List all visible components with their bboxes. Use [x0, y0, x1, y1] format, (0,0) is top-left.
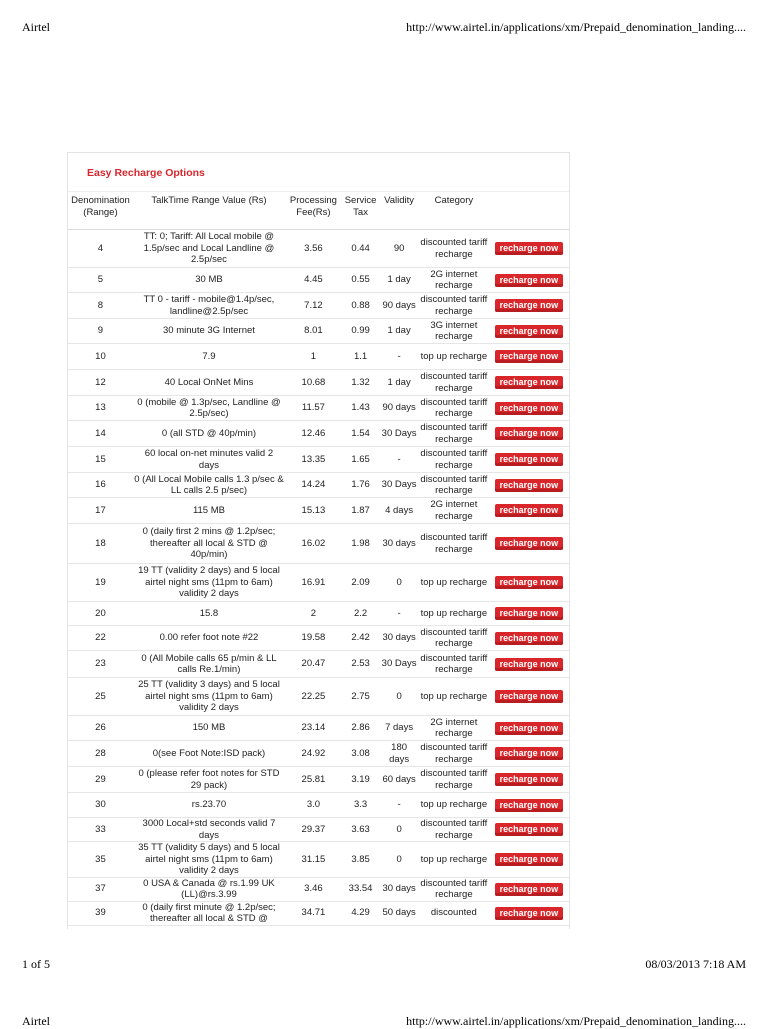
category-cell: top up recharge — [419, 842, 489, 878]
action-cell — [489, 651, 569, 678]
action-cell — [489, 678, 569, 716]
validity-cell: 50 days — [379, 901, 419, 925]
talktime-cell: 60 local on-net minutes valid 2 days — [133, 447, 285, 473]
recharge-options-panel — [67, 152, 570, 929]
talktime-cell: 3000 Local+std seconds valid 7 days — [133, 818, 285, 842]
action-cell — [489, 602, 569, 626]
category-cell: discounted tariff recharge — [420, 294, 488, 317]
category-cell: 2G internet recharge — [419, 498, 489, 524]
category-cell: discounted tariff recharge — [420, 448, 488, 471]
validity-cell: 180 days — [379, 741, 419, 767]
talktime-cell: 25 TT (validity 3 days) and 5 local airtel night sms (11pm to 6am) validity 2 days — [133, 678, 285, 716]
service-tax-cell: 2.09 — [342, 564, 380, 602]
recharge-now-button[interactable]: recharge now — [495, 299, 564, 312]
action-cell — [489, 741, 569, 767]
table-row — [68, 767, 569, 793]
validity-cell: - — [379, 447, 419, 473]
header-denomination: Denomination (Range) — [68, 192, 133, 230]
table-row — [68, 524, 569, 564]
service-tax-cell: 1.98 — [342, 524, 380, 564]
talktime-cell: 40 Local OnNet Mins — [133, 370, 285, 396]
talktime-cell: 0 (all STD @ 40p/min) — [133, 421, 285, 447]
denomination-cell: 13 — [68, 396, 133, 421]
denomination-cell: 18 — [68, 524, 133, 564]
header-validity: Validity — [379, 192, 419, 230]
validity-cell: 90 days — [379, 396, 419, 421]
validity-cell: 0 — [379, 678, 419, 716]
table-row — [68, 651, 569, 678]
denomination-cell: 22 — [68, 626, 133, 651]
recharge-now-button[interactable]: recharge now — [495, 883, 564, 896]
denomination-cell: 26 — [68, 716, 133, 741]
denomination-cell: 14 — [68, 421, 133, 447]
recharge-now-button[interactable]: recharge now — [495, 658, 564, 671]
processing-fee-cell: 12.46 — [285, 421, 342, 447]
denomination-cell: 35 — [68, 842, 133, 878]
service-tax-cell: 0.99 — [342, 319, 380, 344]
recharge-now-button[interactable]: recharge now — [495, 907, 564, 920]
processing-fee-cell: 22.25 — [285, 678, 342, 716]
recharge-now-button[interactable]: recharge now — [495, 274, 564, 287]
validity-cell: 30 days — [379, 877, 419, 901]
category-cell: discounted tariff recharge — [419, 230, 489, 268]
denomination-cell: 15 — [68, 447, 133, 473]
table-header-row — [68, 192, 569, 230]
denomination-cell: 30 — [68, 793, 133, 818]
action-cell — [489, 344, 569, 370]
denomination-cell: 17 — [68, 498, 133, 524]
print-header-url: http://www.airtel.in/applications/xm/Prepaid_denomination_landing.... — [406, 20, 746, 34]
denomination-cell: 28 — [68, 741, 133, 767]
denomination-cell: 23 — [68, 651, 133, 678]
recharge-now-button[interactable]: recharge now — [495, 690, 564, 703]
table-row — [68, 268, 569, 293]
action-cell — [489, 842, 569, 878]
action-cell — [489, 498, 569, 524]
processing-fee-cell: 15.13 — [285, 498, 342, 524]
talktime-cell: 0 (All Mobile calls 65 p/min & LL calls Re.1/min) — [133, 651, 285, 678]
recharge-now-button[interactable]: recharge now — [495, 607, 564, 620]
talktime-cell: 30 minute 3G Internet — [133, 319, 285, 344]
recharge-now-button[interactable]: recharge now — [495, 747, 564, 760]
denomination-cell: 19 — [68, 564, 133, 602]
service-tax-cell: 2.86 — [342, 716, 380, 741]
table-row — [68, 396, 569, 421]
denomination-cell: 5 — [68, 268, 133, 293]
category-cell: discounted tariff recharge — [420, 422, 488, 445]
processing-fee-cell: 3.56 — [285, 230, 342, 268]
processing-fee-cell: 25.81 — [285, 767, 342, 793]
talktime-cell: 115 MB — [133, 498, 285, 524]
recharge-now-button[interactable]: recharge now — [495, 537, 564, 550]
talktime-cell: 0 (daily first 2 mins @ 1.2p/sec; thereafter all local & STD @ 40p/min) — [133, 524, 285, 564]
action-cell — [489, 564, 569, 602]
talktime-cell: TT 0 - tariff - mobile@1.4p/sec, landline@2.5p/sec — [133, 293, 285, 319]
recharge-now-button[interactable]: recharge now — [495, 504, 564, 517]
validity-cell: 1 day — [379, 370, 419, 396]
denomination-cell: 33 — [68, 818, 133, 842]
denomination-cell: 37 — [68, 877, 133, 901]
table-row — [68, 498, 569, 524]
validity-cell: 1 day — [379, 268, 419, 293]
validity-cell: 4 days — [379, 498, 419, 524]
processing-fee-cell: 4.45 — [285, 268, 342, 293]
processing-fee-cell: 13.35 — [285, 447, 342, 473]
processing-fee-cell: 16.02 — [285, 524, 342, 564]
action-cell — [489, 268, 569, 293]
category-cell: discounted tariff recharge — [420, 396, 488, 419]
validity-cell: 30 Days — [379, 651, 419, 678]
processing-fee-cell: 14.24 — [285, 473, 342, 498]
recharge-now-button[interactable]: recharge now — [495, 402, 564, 415]
recharge-now-button[interactable]: recharge now — [495, 479, 564, 492]
validity-cell: 30 Days — [379, 421, 419, 447]
processing-fee-cell: 16.91 — [285, 564, 342, 602]
header-service-tax: Service Tax — [342, 192, 380, 230]
category-cell: discounted tariff recharge — [420, 371, 488, 394]
processing-fee-cell: 8.01 — [285, 319, 342, 344]
talktime-cell: 15.8 — [133, 602, 285, 626]
validity-cell: - — [379, 344, 419, 370]
denomination-cell: 20 — [68, 602, 133, 626]
table-row — [68, 877, 569, 901]
service-tax-cell: 33.54 — [342, 877, 380, 901]
print-header-site: Airtel — [22, 20, 50, 34]
print-datetime: 08/03/2013 7:18 AM — [645, 957, 746, 971]
recharge-now-button[interactable]: recharge now — [495, 325, 564, 338]
denomination-cell: 10 — [68, 344, 133, 370]
category-cell: discounted tariff recharge — [420, 768, 488, 791]
service-tax-cell: 1.65 — [342, 447, 380, 473]
category-cell: top up recharge — [419, 678, 489, 716]
processing-fee-cell: 10.68 — [285, 370, 342, 396]
recharge-now-button[interactable]: recharge now — [495, 799, 564, 812]
processing-fee-cell: 24.92 — [285, 741, 342, 767]
action-cell — [489, 319, 569, 344]
service-tax-cell: 0.55 — [342, 268, 380, 293]
category-cell: discounted tariff recharge — [420, 473, 488, 496]
recharge-now-button[interactable]: recharge now — [495, 722, 564, 735]
validity-cell: - — [379, 793, 419, 818]
validity-cell: 0 — [379, 818, 419, 842]
recharge-now-button[interactable]: recharge now — [495, 453, 564, 466]
talktime-cell: 19 TT (validity 2 days) and 5 local airtel night sms (11pm to 6am) validity 2 days — [133, 564, 285, 602]
category-cell: discounted tariff recharge — [420, 742, 488, 765]
validity-cell: 30 days — [379, 524, 419, 564]
header-talktime: TalkTime Range Value (Rs) — [133, 192, 285, 230]
processing-fee-cell: 19.58 — [285, 626, 342, 651]
recharge-now-button[interactable]: recharge now — [495, 427, 564, 440]
table-row — [68, 716, 569, 741]
denomination-cell: 39 — [68, 901, 133, 925]
header-category: Category — [419, 192, 489, 230]
action-cell — [489, 396, 569, 421]
action-cell — [489, 524, 569, 564]
service-tax-cell: 1.43 — [342, 396, 380, 421]
recharge-table — [68, 192, 569, 926]
action-cell — [489, 877, 569, 901]
table-row — [68, 901, 569, 925]
validity-cell: 90 — [379, 230, 419, 268]
next-page-header-site: Airtel — [22, 1014, 50, 1028]
table-row — [68, 818, 569, 842]
category-cell: top up recharge — [419, 793, 489, 818]
talktime-cell: 0 (please refer foot notes for STD 29 pack) — [133, 767, 285, 793]
service-tax-cell: 3.85 — [342, 842, 380, 878]
talktime-cell: 0 (All Local Mobile calls 1.3 p/sec & LL calls 2.5 p/sec) — [134, 473, 284, 496]
table-row — [68, 447, 569, 473]
denomination-cell: 16 — [68, 473, 133, 498]
category-cell: top up recharge — [419, 344, 489, 370]
category-cell: 2G internet recharge — [419, 268, 489, 293]
service-tax-cell: 2.2 — [342, 602, 380, 626]
action-cell — [489, 793, 569, 818]
talktime-cell: 0.00 refer foot note #22 — [133, 626, 285, 651]
table-row — [68, 626, 569, 651]
table-row — [68, 564, 569, 602]
service-tax-cell: 0.88 — [342, 293, 380, 319]
processing-fee-cell: 11.57 — [285, 396, 342, 421]
processing-fee-cell: 20.47 — [285, 651, 342, 678]
recharge-now-button[interactable]: recharge now — [495, 242, 564, 255]
action-cell — [489, 473, 569, 498]
service-tax-cell: 2.42 — [342, 626, 380, 651]
denomination-cell: 25 — [68, 678, 133, 716]
processing-fee-cell: 31.15 — [285, 842, 342, 878]
table-row — [68, 793, 569, 818]
action-cell — [489, 421, 569, 447]
category-cell: 3G internet recharge — [419, 319, 489, 344]
action-cell — [489, 767, 569, 793]
page-number: 1 of 5 — [22, 957, 50, 971]
validity-cell: 0 — [379, 842, 419, 878]
header-processing-fee: Processing Fee(Rs) — [285, 192, 342, 230]
action-cell — [489, 447, 569, 473]
validity-cell: 7 days — [379, 716, 419, 741]
service-tax-cell: 1.76 — [342, 473, 380, 498]
table-row — [68, 602, 569, 626]
panel-title: Easy Recharge Options — [68, 153, 569, 192]
table-row — [68, 421, 569, 447]
action-cell — [489, 716, 569, 741]
category-cell: top up recharge — [419, 602, 489, 626]
validity-cell: 60 days — [379, 767, 419, 793]
denomination-cell: 29 — [68, 767, 133, 793]
table-row — [68, 370, 569, 396]
service-tax-cell: 2.75 — [342, 678, 380, 716]
header-action — [489, 192, 569, 230]
service-tax-cell: 3.19 — [342, 767, 380, 793]
service-tax-cell: 1.87 — [342, 498, 380, 524]
table-row — [68, 319, 569, 344]
processing-fee-cell: 7.12 — [285, 293, 342, 319]
category-cell: discounted tariff recharge — [420, 877, 488, 900]
processing-fee-cell: 3.0 — [285, 793, 342, 818]
denomination-cell: 9 — [68, 319, 133, 344]
category-cell: discounted — [419, 901, 489, 925]
denomination-cell: 8 — [68, 293, 133, 319]
service-tax-cell: 2.53 — [342, 651, 380, 678]
action-cell — [489, 293, 569, 319]
table-row — [68, 473, 569, 498]
recharge-now-button[interactable]: recharge now — [495, 350, 564, 363]
service-tax-cell: 4.29 — [342, 901, 380, 925]
processing-fee-cell: 29.37 — [285, 818, 342, 842]
table-row — [68, 678, 569, 716]
category-cell: discounted tariff recharge — [420, 818, 488, 841]
talktime-cell: 0 (daily first minute @ 1.2p/sec; thereafter all local & STD @ — [133, 901, 285, 925]
service-tax-cell: 3.63 — [342, 818, 380, 842]
processing-fee-cell: 3.46 — [285, 877, 342, 901]
processing-fee-cell: 1 — [285, 344, 342, 370]
talktime-cell: TT: 0; Tariff: All Local mobile @ 1.5p/sec and Local Landline @ 2.5p/sec — [133, 230, 285, 268]
action-cell — [489, 230, 569, 268]
talktime-cell: 0 USA & Canada @ rs.1.99 UK (LL)@rs.3.99 — [133, 877, 285, 901]
category-cell: top up recharge — [419, 564, 489, 602]
service-tax-cell: 1.54 — [342, 421, 380, 447]
validity-cell: 30 days — [379, 626, 419, 651]
action-cell — [489, 370, 569, 396]
talktime-cell: 0(see Foot Note:ISD pack) — [133, 741, 285, 767]
recharge-now-button[interactable]: recharge now — [495, 632, 564, 645]
recharge-now-button[interactable]: recharge now — [495, 576, 564, 589]
service-tax-cell: 3.08 — [342, 741, 380, 767]
validity-cell: 90 days — [379, 293, 419, 319]
recharge-now-button[interactable]: recharge now — [495, 853, 564, 866]
table-row — [68, 344, 569, 370]
service-tax-cell: 3.3 — [342, 793, 380, 818]
talktime-cell: 7.9 — [133, 344, 285, 370]
validity-cell: 1 day — [379, 319, 419, 344]
processing-fee-cell: 34.71 — [285, 901, 342, 925]
talktime-cell: 30 MB — [133, 268, 285, 293]
table-row — [68, 230, 569, 268]
table-row — [68, 741, 569, 767]
recharge-now-button[interactable]: recharge now — [495, 823, 564, 836]
talktime-cell: 150 MB — [133, 716, 285, 741]
service-tax-cell: 1.32 — [342, 370, 380, 396]
next-page-header-url: http://www.airtel.in/applications/xm/Prepaid_denomination_landing.... — [406, 1014, 746, 1028]
validity-cell: 0 — [379, 564, 419, 602]
action-cell — [489, 626, 569, 651]
category-cell: discounted tariff recharge — [420, 626, 488, 649]
recharge-now-button[interactable]: recharge now — [495, 773, 564, 786]
denomination-cell: 12 — [68, 370, 133, 396]
validity-cell: - — [379, 602, 419, 626]
validity-cell: 30 Days — [379, 473, 419, 498]
talktime-cell: rs.23.70 — [133, 793, 285, 818]
processing-fee-cell: 23.14 — [285, 716, 342, 741]
table-row — [68, 842, 569, 878]
action-cell — [489, 901, 569, 925]
action-cell — [489, 818, 569, 842]
processing-fee-cell: 2 — [285, 602, 342, 626]
denomination-cell: 4 — [68, 230, 133, 268]
category-cell: discounted tariff recharge — [419, 651, 489, 678]
service-tax-cell: 0.44 — [342, 230, 380, 268]
talktime-cell: 35 TT (validity 5 days) and 5 local airtel night sms (11pm to 6am) validity 2 days — [133, 842, 285, 878]
category-cell: discounted tariff recharge — [419, 524, 489, 564]
talktime-cell: 0 (mobile @ 1.3p/sec, Landline @ 2.5p/sec) — [133, 396, 285, 421]
table-row — [68, 293, 569, 319]
category-cell: 2G internet recharge — [419, 716, 489, 741]
recharge-now-button[interactable]: recharge now — [495, 376, 564, 389]
service-tax-cell: 1.1 — [342, 344, 380, 370]
